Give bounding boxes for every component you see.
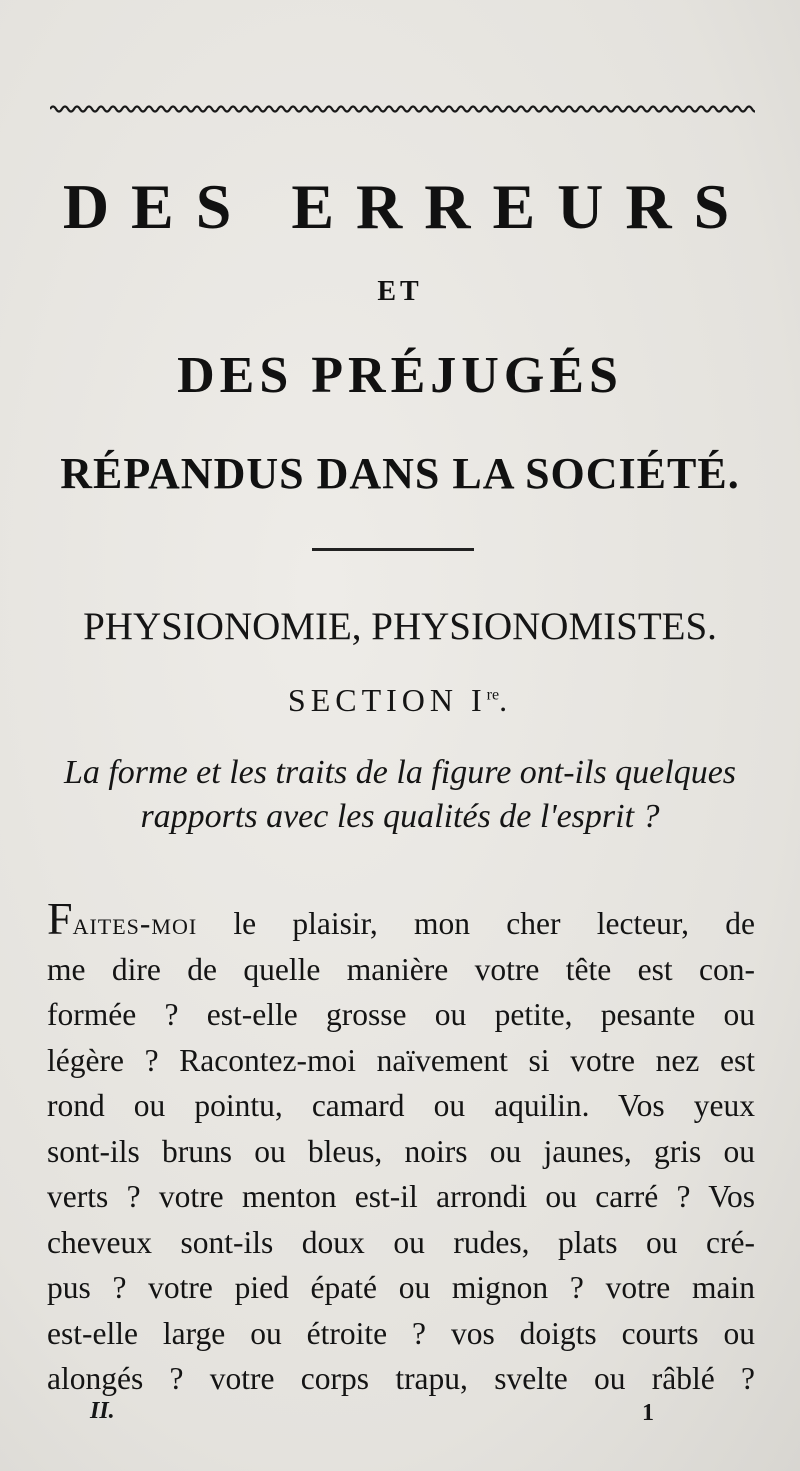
- body-line-first: [47, 893, 755, 947]
- first-line-rest: le plaisir, mon cher lecteur, de: [197, 906, 755, 941]
- chapter-subject: PHYSIONOMIE, PHYSIONOMISTES.: [83, 605, 717, 648]
- title-line-3: DES PRÉJUGÉS: [177, 347, 623, 404]
- body-line: légère ? Racontez-moi naïvement si votre nez est: [47, 1042, 755, 1078]
- section-heading: [0, 682, 800, 719]
- question-line-2: rapports avec les qualités de l'esprit ?: [140, 798, 660, 835]
- body-line: me dire de quelle manière votre tête est con-: [47, 951, 755, 987]
- section-superscript: re: [486, 686, 500, 704]
- page-number: 1: [642, 1400, 654, 1426]
- body-line: sont-ils bruns ou bleus, noirs ou jaunes, gris ou: [47, 1133, 755, 1169]
- body-paragraph: [47, 893, 755, 1402]
- body-line: pus ? votre pied épaté ou mignon ? votre main: [47, 1270, 755, 1305]
- signature-mark: II.: [90, 1398, 115, 1424]
- body-line: rond ou pointu, camard ou aquilin. Vos yeux: [47, 1088, 755, 1123]
- question-line-1: La forme et les traits de la figure ont-ils quelques: [63, 754, 737, 791]
- section-period: .: [499, 682, 513, 718]
- title-line-2: ET: [377, 276, 423, 307]
- body-line: cheveux sont-ils doux ou rudes, plats ou cré-: [47, 1224, 755, 1260]
- title-line-4: RÉPANDUS DANS LA SOCIÉTÉ.: [60, 449, 740, 498]
- body-line: est-elle large ou étroite ? vos doigts courts ou: [47, 1315, 755, 1351]
- title-divider: [312, 548, 474, 551]
- opening-smallcaps: aites-moi: [72, 906, 198, 941]
- body-line: verts ? votre menton est-il arrondi ou carré ? Vos: [47, 1179, 755, 1214]
- ornamental-rule: [50, 102, 755, 116]
- body-line: alongés ? votre corps trapu, svelte ou râblé ?: [47, 1361, 755, 1396]
- drop-cap: F: [47, 893, 73, 944]
- title-line-1: DES ERREURS: [62, 171, 752, 242]
- section-label: SECTION I: [287, 682, 487, 718]
- body-line: formée ? est-elle grosse ou petite, pesante ou: [47, 997, 755, 1032]
